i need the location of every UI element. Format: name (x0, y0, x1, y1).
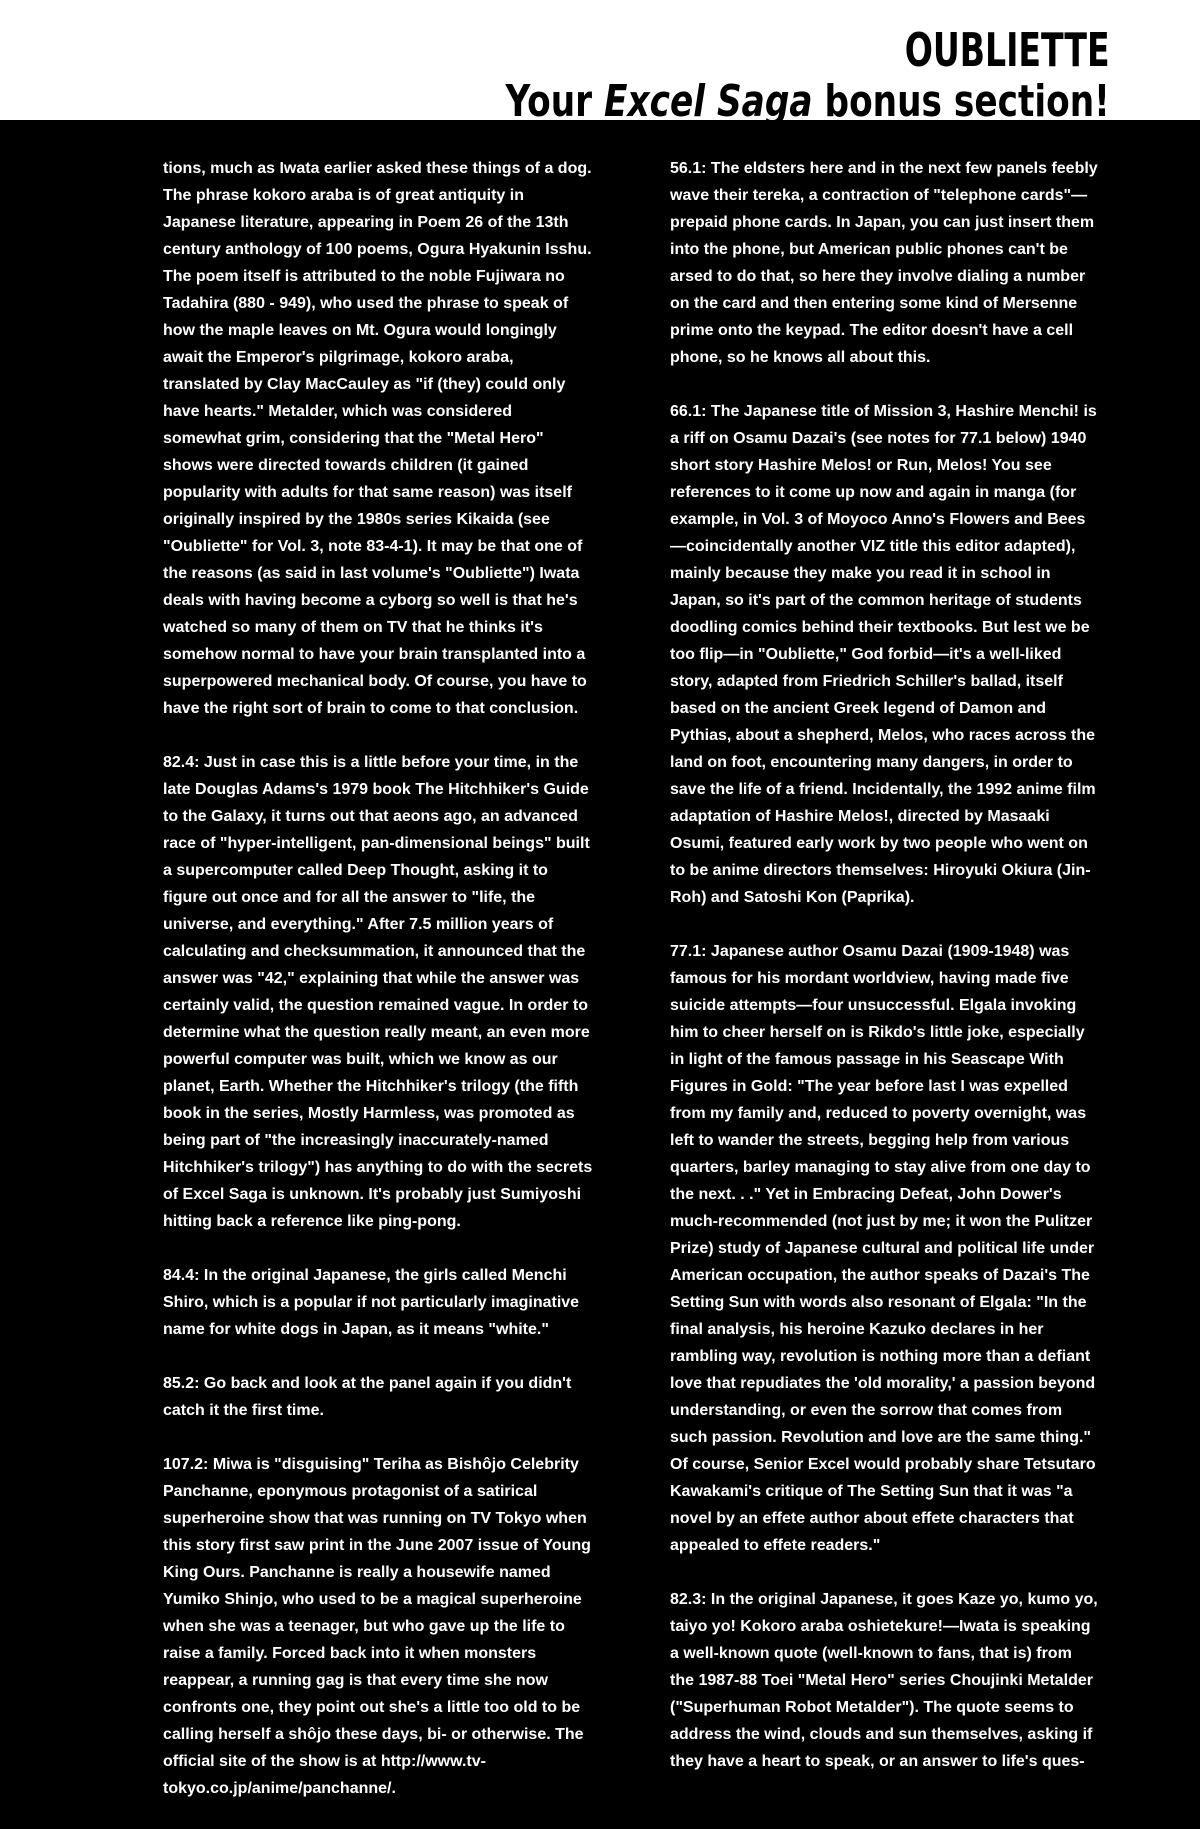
header-band (0, 0, 1200, 127)
note-paragraph: 82.3: In the original Japanese, it goes Kaze yo, kumo yo, taiyo yo! Kokoro araba oshietekure!—Iwata is speaking a well-known quote (well-known to fans, that is) from the 1987-88 Toei "Metal Hero" series Choujinki Metalder ("Superhuman Robot Metalder"). The quote seems to address the wind, clouds and sun themselves, asking if they have a heart to speak, or an answer to life's ques- (670, 1591, 1098, 1770)
note-paragraph: tions, much as Iwata earlier asked these things of a dog. The phrase kokoro araba is of great antiquity in Japanese literature, appearing in Poem 26 of the 13th century anthology of 100 poems, Ogura Hyakunin Isshu. The poem itself is attributed to the noble Fujiwara no Tadahira (880 - 949), who used the phrase to speak of how the maple leaves on Mt. Ogura would longingly await the Emperor's pilgrimage, kokoro araba, translated by Clay MacCauley as "if (they) could only have hearts." Metalder, which was considered somewhat grim, considering that the "Metal Hero" shows were directed towards children (it gained popularity with adults for that same reason) was itself originally inspired by the 1980s series Kikaida (see "Oubliette" for Vol. 3, note 83-4-1). It may be that one of the reasons (as said in last volume's "Oubliette") Iwata deals with having become a cyborg so well is that he's watched so many of them on TV that he thinks it's somehow normal to have your brain transplanted into a superpowered mechanical body. Of course, you have to have the right sort of brain to come to that conclusion. (163, 160, 592, 717)
note-paragraph: 56.1: The eldsters here and in the next few panels feebly wave their tereka, a contraction of "telephone cards"—prepaid phone cards. In Japan, you can just insert them into the phone, but American public phones can't be arsed to do that, so here they involve dialing a number on the card and then entering some kind of Mersenne prime onto the keypad. The editor doesn't have a cell phone, so he knows all about this. (670, 160, 1098, 366)
note-paragraph: 66.1: The Japanese title of Mission 3, Hashire Menchi! is a riff on Osamu Dazai's (see notes for 77.1 below) 1940 short story Hashire Melos! or Run, Melos! You see references to it come up now and again in manga (for example, in Vol. 3 of Moyoco Anno's Flowers and Bees—coincidentally another VIZ title this editor adapted), mainly because they make you read it in school in Japan, so it's part of the common heritage of students doodling comics behind their textbooks. But lest we be too flip—in "Oubliette," God forbid—it's a well-liked story, adapted from Friedrich Schiller's ballad, itself based on the ancient Greek legend of Damon and Pythias, about a shepherd, Melos, who races across the land on foot, encountering many dangers, in order to save the life of a friend. Incidentally, the 1992 anime film adaptation of Hashire Melos!, directed by Masaaki Osumi, featured early work by two people who went on to be anime directors themselves: Hiroyuki Okiura (Jin-Roh) and Satoshi Kon (Paprika). (670, 403, 1097, 906)
note-paragraph: 77.1: Japanese author Osamu Dazai (1909-1948) was famous for his mordant worldview, having made five suicide attempts—four unsuccessful. Elgala invoking him to cheer herself on is Rikdo's little joke, especially in light of the famous passage in his Seascape With Figures in Gold: "The year before last I was expelled from my family and, reduced to poverty overnight, was left to wander the streets, begging help from various quarters, barley managing to stay alive from one day to the next. . ." Yet in Embracing Defeat, John Dower's much-recommended (not just by me; it won the Pulitzer Prize) study of Japanese cultural and political life under American occupation, the author speaks of Dazai's The Setting Sun with words also resonant of Elgala: "In the final analysis, his heroine Kazuko declares in her rambling way, revolution is nothing more than a defiant love that repudiates the 'old morality,' a passion beyond understanding, or even the sorrow that comes from such passion. Revolution and love are the same thing." Of course, Senior Excel would probably share Tetsutaro Kawakami's critique of The Setting Sun that it was "a novel by an effete author about effete characters that appealed to effete readers." (670, 943, 1096, 1554)
note-paragraph: 84.4: In the original Japanese, the girls called Menchi Shiro, which is a popular if not particularly imaginative name for white dogs in Japan, as it means "white." (163, 1267, 580, 1338)
note-paragraph: 82.4: Just in case this is a little before your time, in the late Douglas Adams's 1979 book The Hitchhiker's Guide to the Galaxy, it turns out that aeons ago, an advanced race of "hyper-intelligent, pan-dimensional beings" built a supercomputer called Deep Thought, asking it to figure out once and for all the answer to "life, the universe, and everything." After 7.5 million years of calculating and checksummation, it announced that the answer was "42," explaining that while the answer was certainly valid, the question remained vague. In order to determine what the question really meant, an even more powerful computer was built, which we know as our planet, Earth. Whether the Hitchhiker's trilogy (the fifth book in the series, Mostly Harmless, was promoted as being part of "the increasingly inaccurately-named Hitchhiker's trilogy") has anything to do with the secrets of Excel Saga is unknown. It's probably just Sumiyoshi hitting back a reference like ping-pong. (163, 754, 593, 1230)
note-paragraph: 107.2: Miwa is "disguising" Teriha as Bishôjo Celebrity Panchanne, eponymous protagonist of a satirical superheroine show that was running on TV Tokyo when this story first saw print in the June 2007 issue of Young King Ours. Panchanne is really a housewife named Yumiko Shinjo, who used to be a magical superheroine when she was a teenager, but who gave up the life to raise a family. Forced back into it when monsters reappear, a running gag is that every time she now confronts one, they point out she's a little too old to be calling herself a shôjo these days, bi- or otherwise. The official site of the show is at http://www.tv-tokyo.co.jp/anime/panchanne/. (163, 1456, 591, 1797)
note-paragraph: 85.2: Go back and look at the panel again if you didn't catch it the first time. (163, 1375, 572, 1419)
right-column (670, 155, 1100, 1802)
page-title: OUBLIETTE (905, 23, 1110, 77)
left-column (163, 155, 593, 1829)
subtitle-post: bonus section! (812, 76, 1110, 127)
subtitle-pre: Your (505, 76, 605, 127)
subtitle-series-title: Excel Saga (604, 76, 813, 127)
page-subtitle (506, 76, 1110, 128)
